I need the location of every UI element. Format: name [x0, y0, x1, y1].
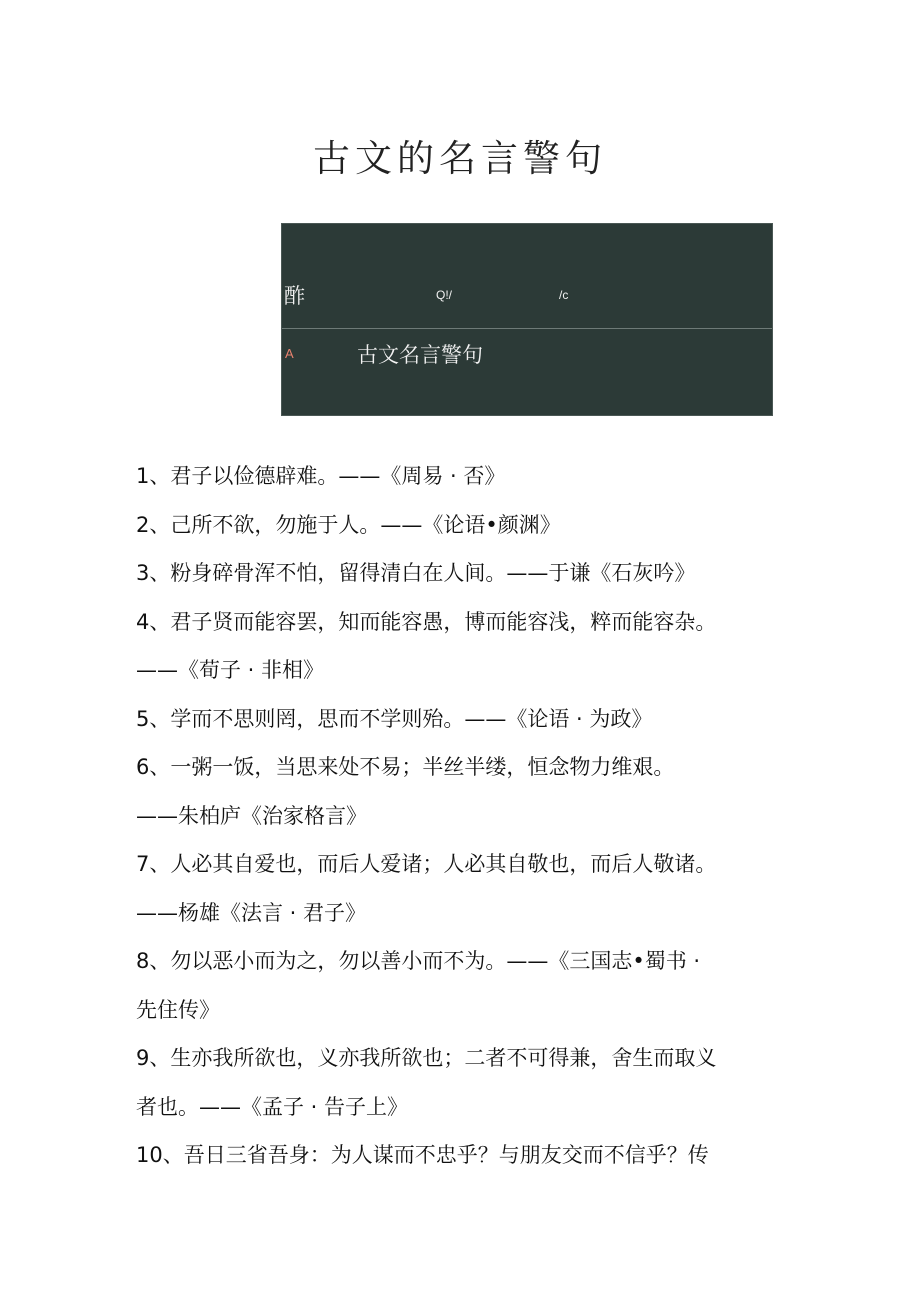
quote-line: 3、粉身碎骨浑不怕，留得清白在人间。——于谦《石灰吟》 — [136, 561, 696, 585]
banner-image — [281, 223, 773, 416]
quote-line: ——杨雄《法言 · 君子》 — [136, 900, 367, 925]
quote-list — [136, 452, 776, 1180]
banner-divider — [282, 328, 772, 329]
banner-right-text: /c — [559, 288, 569, 302]
quote-line: 6、一粥一饭，当思来处不易；半丝半缕，恒念物力维艰。 — [136, 755, 675, 779]
quote-line: ——朱柏庐《治家格言》 — [136, 803, 367, 828]
quote-line: ——《荀子 · 非相》 — [136, 658, 325, 682]
banner-mark: A — [285, 346, 294, 361]
quote-line: 2、己所不欲，勿施于人。——《论语•颜渊》 — [136, 512, 561, 537]
quote-line: 7、人必其自爱也，而后人爱诸；人必其自敬也，而后人敬诸。 — [136, 852, 717, 876]
banner-caption: 古文名言警句 — [357, 343, 483, 367]
banner-mid-text: Q!/ — [436, 288, 453, 302]
quote-line: 者也。——《孟子 · 告子上》 — [136, 1094, 409, 1119]
banner-glyph: 酢 — [284, 284, 305, 308]
quote-line: 8、勿以恶小而为之，勿以善小而不为。——《三国志•蜀书 · — [136, 949, 701, 973]
quote-line: 9、生亦我所欲也，义亦我所欲也；二者不可得兼，舍生而取义 — [136, 1046, 717, 1070]
quote-line: 4、君子贤而能容罢，知而能容愚，博而能容浅，粹而能容杂。 — [136, 609, 717, 634]
quote-line: 1、君子以俭德辟难。——《周易 · 否》 — [136, 464, 506, 488]
page-title: 古文的名言警句 — [313, 137, 607, 180]
quote-line: 10、吾日三省吾身：为人谋而不忠乎？与朋友交而不信乎？传 — [136, 1143, 709, 1167]
quote-line: 5、学而不思则罔，思而不学则殆。——《论语 · 为政》 — [136, 706, 653, 731]
quote-line: 先住传》 — [136, 997, 220, 1022]
